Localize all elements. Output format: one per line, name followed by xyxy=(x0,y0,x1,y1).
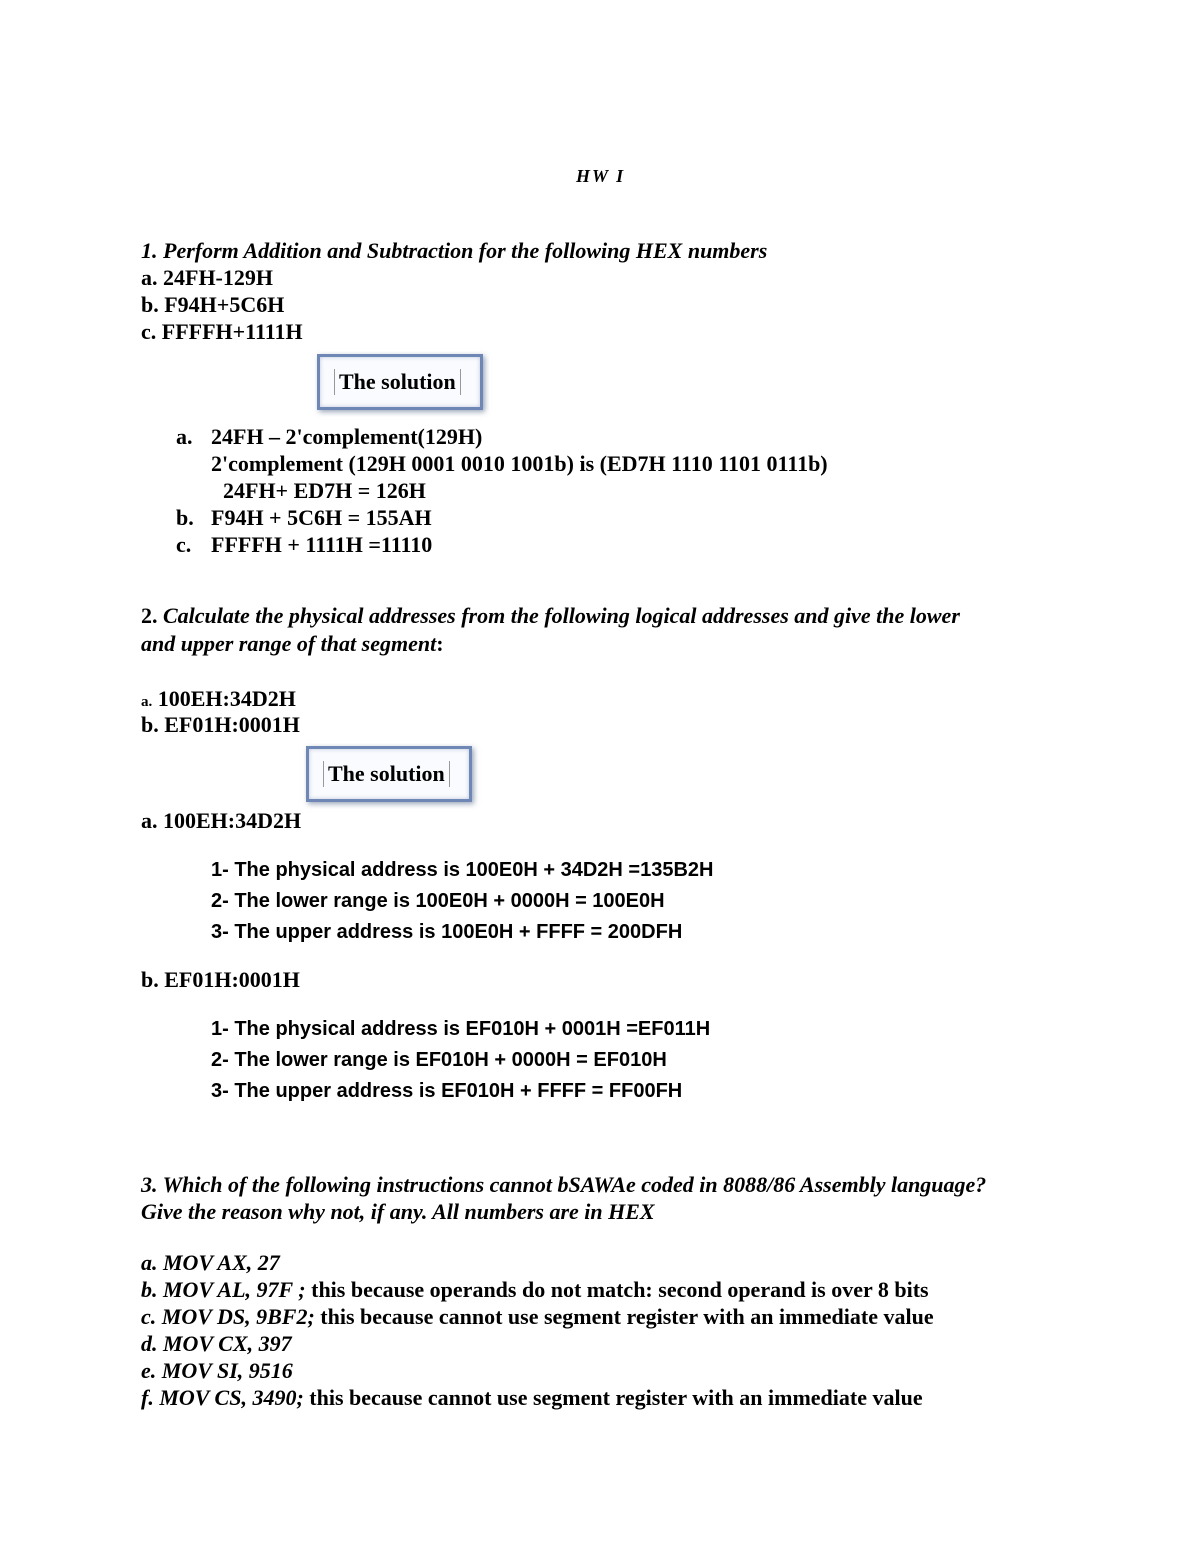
q3-item-a xyxy=(141,1250,280,1276)
question-2-item-a-marker: a. xyxy=(141,694,153,710)
q2-part-b-heading: b. EF01H:0001H xyxy=(141,967,300,992)
q1-solution-b-marker: b. xyxy=(176,505,194,530)
q3-item-e-instr: e. MOV SI, 9516 xyxy=(141,1358,293,1383)
solution-label-2: The solution xyxy=(323,761,450,787)
q3-item-f-instr: f. MOV CS, 3490; xyxy=(141,1385,304,1410)
q1-solution-a-marker: a. xyxy=(176,424,193,449)
q2-part-a-heading: a. 100EH:34D2H xyxy=(141,808,302,833)
q3-item-b-instr: b. MOV AL, 97F ; xyxy=(141,1277,306,1302)
q3-item-d-instr: d. MOV CX, 397 xyxy=(141,1331,292,1356)
q1-solution-c-marker: c. xyxy=(176,532,192,557)
question-2-line1 xyxy=(141,603,960,629)
q3-item-c-instr: c. MOV DS, 9BF2; xyxy=(141,1304,315,1329)
q1-solution-a-line2: 2'complement (129H 0001 0010 1001b) is (ED7H 1110 1101 0111b) xyxy=(211,451,828,476)
q1-solution-b-line: F94H + 5C6H = 155AH xyxy=(211,505,432,530)
page-title: HW I xyxy=(576,166,626,186)
question-2-line2 xyxy=(141,631,444,657)
q1-solution-a-line3: 24FH+ ED7H = 126H xyxy=(223,478,426,503)
q1-solution-c-line: FFFFH + 1111H =11110 xyxy=(211,532,433,557)
q2-part-a-step-1: 1- The physical address is 100E0H + 34D2H =135B2H xyxy=(211,859,714,881)
q2-part-a-step-3: 3- The upper address is 100E0H + FFFF = 200DFH xyxy=(211,921,683,943)
question-3-line2: Give the reason why not, if any. All numbers are in HEX xyxy=(141,1199,655,1224)
question-2-number: 2. xyxy=(141,603,158,628)
question-1-item-c: c. FFFFH+1111H xyxy=(141,319,303,344)
q3-item-c xyxy=(141,1304,934,1330)
question-2-item-b: b. EF01H:0001H xyxy=(141,712,300,737)
solution-label-1: The solution xyxy=(334,369,461,395)
q3-item-d xyxy=(141,1331,292,1357)
solution-box-1 xyxy=(317,354,483,410)
question-2-colon: : xyxy=(436,631,444,656)
q2-part-b-step-2: 2- The lower range is EF010H + 0000H = EF010H xyxy=(211,1049,667,1071)
question-1-item-b: b. F94H+5C6H xyxy=(141,292,285,317)
question-1-item-a: a. 24FH-129H xyxy=(141,265,273,290)
question-1-text: 1. Perform Addition and Subtraction for the following HEX numbers xyxy=(141,238,768,263)
solution-box-2 xyxy=(306,746,472,802)
q3-item-a-instr: a. MOV AX, 27 xyxy=(141,1250,280,1275)
q2-part-b-step-3: 3- The upper address is EF010H + FFFF = FF00FH xyxy=(211,1080,683,1102)
q3-item-e xyxy=(141,1358,293,1384)
q3-item-f-reason: this because cannot use segment register with an immediate value xyxy=(303,1385,923,1410)
q3-item-b-reason: this because operands do not match: second operand is over 8 bits xyxy=(305,1277,929,1302)
question-2-item-a-value: 100EH:34D2H xyxy=(157,686,296,711)
q3-item-b xyxy=(141,1277,929,1303)
q2-part-b-step-1: 1- The physical address is EF010H + 0001H =EF011H xyxy=(211,1018,711,1040)
question-2-item-a xyxy=(141,686,296,712)
question-2-text-line2: and upper range of that segment xyxy=(141,631,437,656)
q3-item-f xyxy=(141,1385,923,1411)
q1-solution-a-line1: 24FH – 2'complement(129H) xyxy=(211,424,483,449)
question-3-line1: 3. Which of the following instructions cannot bSAWAe coded in 8088/86 Assembly language? xyxy=(141,1172,987,1197)
q2-part-a-step-2: 2- The lower range is 100E0H + 0000H = 100E0H xyxy=(211,890,665,912)
question-2-text-line1: Calculate the physical addresses from the following logical addresses and give the lower xyxy=(163,603,960,628)
q3-item-c-reason: this because cannot use segment register with an immediate value xyxy=(314,1304,934,1329)
